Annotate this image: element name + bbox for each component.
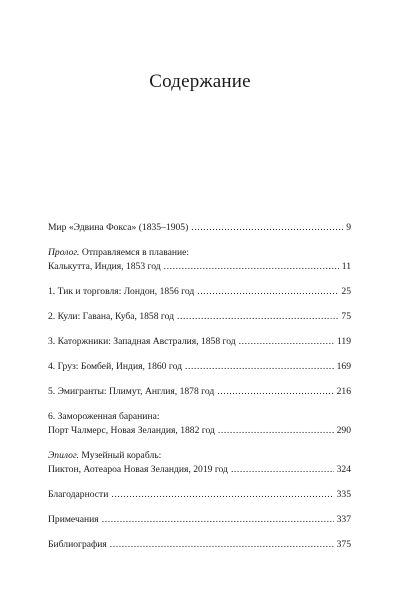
- toc-line: [48, 246, 351, 260]
- toc-page-number: 216: [336, 386, 351, 397]
- toc-entry-text: 1. Тик и торговля: Лондон, 1856 год: [48, 286, 195, 297]
- toc-line: [48, 221, 351, 235]
- toc-entry-acknowledgements: [48, 488, 351, 502]
- toc-line: [48, 385, 351, 399]
- toc-leader-dots: [102, 513, 334, 527]
- toc-entry-chapter-4: [48, 360, 351, 374]
- toc-entry-text: Примечания: [48, 514, 99, 525]
- toc-line: [48, 424, 351, 438]
- toc-entry-text: 4. Груз: Бомбей, Индия, 1860 год: [48, 361, 182, 372]
- toc-page-number: 290: [336, 425, 351, 436]
- toc-line: [48, 410, 351, 424]
- toc-entry-text: Пиктон, Аотеароа Новая Зеландия, 2019 год: [48, 464, 228, 475]
- toc-entry-text: 5. Эмигранты: Плимут, Англия, 1878 год: [48, 386, 215, 397]
- toc-leader-dots: [239, 335, 334, 349]
- page-title: Содержание: [149, 71, 251, 92]
- toc-leader-dots: [111, 488, 333, 502]
- toc-leader-dots: [217, 385, 333, 399]
- toc-leader-dots: [231, 463, 334, 477]
- toc-line: [48, 310, 351, 324]
- toc-line: [48, 449, 351, 463]
- toc-leader-dots: [185, 360, 334, 374]
- toc-entry-text: 3. Каторжники: Западная Австралия, 1858 год: [48, 336, 236, 347]
- toc-leader-dots: [110, 538, 334, 552]
- toc-leader-dots: [191, 221, 343, 235]
- toc-line: [48, 335, 351, 349]
- toc-entry-bibliography: [48, 538, 351, 552]
- toc-line: [48, 285, 351, 299]
- toc-entry-text: Мир «Эдвина Фокса» (1835–1905): [48, 222, 189, 233]
- toc-entry-chapter-2: [48, 310, 351, 324]
- table-of-contents: [48, 221, 351, 552]
- toc-page-number: 337: [336, 514, 351, 525]
- toc-page-number: 169: [336, 361, 351, 372]
- toc-page-number: 75: [341, 311, 351, 322]
- toc-leader-dots: [177, 310, 338, 324]
- toc-entry-epilogue: [48, 449, 351, 477]
- toc-page-number: 375: [336, 539, 351, 550]
- toc-entry-heading: Отправляемся в плавание:: [81, 247, 190, 258]
- toc-page-number: 335: [336, 489, 351, 500]
- toc-page-number: 324: [336, 464, 351, 475]
- toc-entry-text: 2. Кули: Гавана, Куба, 1858 год: [48, 311, 175, 322]
- toc-line: [48, 360, 351, 374]
- toc-page-number: 11: [341, 261, 351, 272]
- toc-entry-label: Эпилог.: [48, 450, 79, 461]
- toc-entry-text: Калькутта, Индия, 1853 год: [48, 261, 161, 272]
- toc-leader-dots: [218, 424, 334, 438]
- toc-entry-chapter-5: [48, 385, 351, 399]
- toc-entry-chapter-3: [48, 335, 351, 349]
- toc-line: [48, 463, 351, 477]
- toc-page-number: 25: [341, 286, 351, 297]
- toc-entry-text: Порт Чалмерс, Новая Зеландия, 1882 год: [48, 425, 215, 436]
- toc-entry-chapter-1: [48, 285, 351, 299]
- toc-leader-dots: [164, 260, 339, 274]
- toc-line: [48, 513, 351, 527]
- toc-leader-dots: [197, 285, 338, 299]
- toc-line: [48, 488, 351, 502]
- toc-entry-edwin-fox-world: [48, 221, 351, 235]
- toc-line: [48, 260, 351, 274]
- toc-entry-notes: [48, 513, 351, 527]
- toc-page-number: 9: [346, 222, 351, 233]
- toc-entry-heading: Музейный корабль:: [81, 450, 162, 461]
- toc-entry-text: Библиография: [48, 539, 107, 550]
- toc-entry-heading: 6. Замороженная баранина:: [48, 411, 160, 422]
- toc-entry-chapter-6: [48, 410, 351, 438]
- toc-entry-prologue: [48, 246, 351, 274]
- toc-entry-label: Пролог.: [48, 247, 80, 258]
- toc-line: [48, 538, 351, 552]
- toc-page-number: 119: [336, 336, 351, 347]
- toc-entry-text: Благодарности: [48, 489, 109, 500]
